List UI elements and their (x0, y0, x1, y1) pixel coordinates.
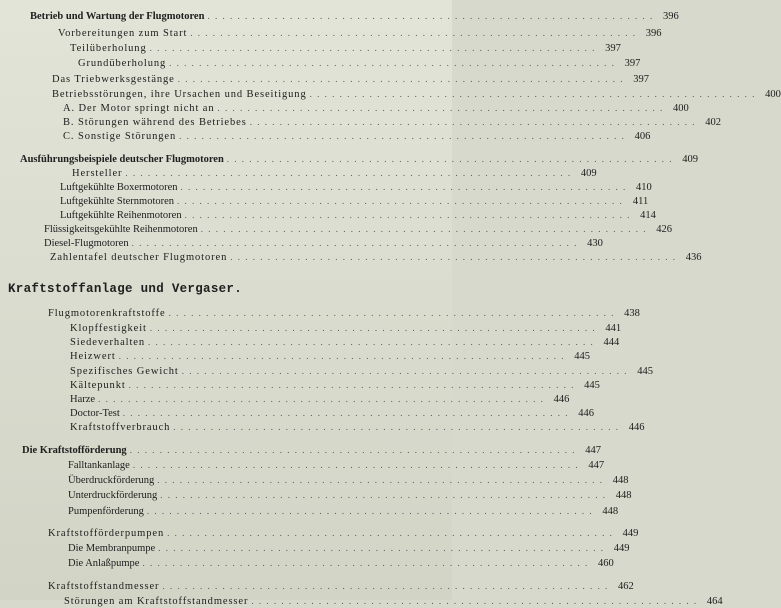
toc-entry (63, 116, 721, 129)
leader-dots: . . . . . . . . . . . . . . . . . . . . . . . . . . . . . . . . . . . . . . . . . . . . . . . . . . . . . . . . . . . . (249, 117, 696, 127)
toc-entry-page: 414 (640, 210, 656, 221)
toc-entry-label: Harze (70, 394, 96, 405)
toc-entry-page: 410 (636, 182, 652, 193)
leader-dots: . . . . . . . . . . . . . . . . . . . . . . . . . . . . . . . . . . . . . . . . . . . . . . . . . . . . . . . . . . . . (230, 252, 677, 262)
toc-entry (70, 42, 621, 55)
toc-entry-page: 447 (588, 460, 605, 471)
toc-entry-page: 402 (705, 117, 721, 128)
toc-entry (48, 580, 634, 593)
toc-entry-page: 446 (628, 422, 645, 433)
leader-dots: . . . . . . . . . . . . . . . . . . . . . . . . . . . . . . . . . . . . . . . . . . . . . . . . . . . . . . . . . . . . (309, 89, 756, 99)
toc-entry-page: 448 (612, 475, 629, 486)
toc-entry-label: Falltankanlage (68, 460, 130, 471)
leader-dots: . . . . . . . . . . . . . . . . . . . . . . . . . . . . . . . . . . . . . . . . . . . . . . . . . . . . . . . . . . . . (167, 528, 614, 538)
toc-entry-label: Das Triebwerksgestänge (52, 74, 175, 85)
toc-entry-page: 430 (587, 238, 603, 249)
leader-dots: . . . . . . . . . . . . . . . . . . . . . . . . . . . . . . . . . . . . . . . . . . . . . . . . . . . . . . . . . . . . (149, 43, 596, 53)
leader-dots: . . . . . . . . . . . . . . . . . . . . . . . . . . . . . . . . . . . . . . . . . . . . . . . . . . . . . . . . . . . . (169, 58, 616, 68)
toc-entry-page: 406 (634, 131, 651, 142)
toc-entry (68, 542, 630, 555)
toc-entry (70, 421, 645, 434)
toc-entry-page: 396 (662, 11, 679, 22)
leader-dots: . . . . . . . . . . . . . . . . . . . . . . . . . . . . . . . . . . . . . . . . . . . . . . . . . . . . . . . . . . . . (173, 422, 620, 432)
toc-entry (63, 102, 689, 115)
leader-dots: . . . . . . . . . . . . . . . . . . . . . . . . . . . . . . . . . . . . . . . . . . . . . . . . . . . . . . . . . . . . (148, 337, 595, 347)
toc-entry (22, 444, 601, 457)
toc-entry-label: Heizwert (70, 351, 116, 362)
toc-entry (60, 195, 649, 208)
toc-entry-page: 441 (605, 323, 622, 334)
toc-entry (70, 350, 590, 363)
toc-entry-label: Luftgekühlte Sternmotoren (60, 196, 175, 207)
toc-entry-page: 426 (656, 224, 672, 235)
toc-entry (70, 365, 653, 378)
toc-entry (72, 167, 597, 180)
toc-entry-page: 445 (574, 351, 590, 362)
toc-entry-page: 446 (553, 394, 570, 405)
toc-entry-label: Betriebsstörungen, ihre Ursachen und Beseitigung (52, 89, 307, 100)
leader-dots: . . . . . . . . . . . . . . . . . . . . . . . . . . . . . . . . . . . . . . . . . . . . . . . . . . . . . . . . . . . . (132, 460, 580, 470)
toc-entry-page: 397 (605, 43, 621, 54)
toc-entry-page: 400 (673, 103, 689, 114)
leader-dots: . . . . . . . . . . . . . . . . . . . . . . . . . . . . . . . . . . . . . . . . . . . . . . . . . . . . . . . . . . . . (160, 490, 607, 500)
toc-entry-page: 449 (613, 543, 630, 554)
leader-dots: . . . . . . . . . . . . . . . . . . . . . . . . . . . . . . . . . . . . . . . . . . . . . . . . . . . . . . . . . . . . (168, 308, 615, 318)
toc-entry (50, 251, 702, 264)
toc-entry-page: 409 (580, 168, 597, 179)
toc-entry-label: Kältepunkt (70, 380, 126, 391)
toc-entry-page: 445 (584, 380, 600, 391)
leader-dots: . . . . . . . . . . . . . . . . . . . . . . . . . . . . . . . . . . . . . . . . . . . . . . . . . . . . . . . . . . . . (207, 11, 654, 21)
toc-entry (60, 209, 656, 222)
toc-entry-label: Kraftstofförderpumpen (48, 528, 165, 539)
toc-entry-page: 438 (624, 308, 640, 319)
leader-dots: . . . . . . . . . . . . . . . . . . . . . . . . . . . . . . . . . . . . . . . . . . . . . . . . . . . . . . . . . . . . (200, 224, 647, 234)
toc-entry-page: 446 (578, 408, 595, 419)
toc-entry-page: 448 (615, 490, 632, 501)
toc-entry-label: Die Kraftstofförderung (22, 445, 127, 456)
leader-dots: . . . . . . . . . . . . . . . . . . . . . . . . . . . . . . . . . . . . . . . . . . . . . . . . . . . . . . . . . . . . (131, 238, 578, 248)
toc-entry-label: Grundüberholung (78, 58, 167, 69)
toc-entry-page: 396 (645, 28, 662, 39)
toc-entry (68, 505, 619, 518)
toc-entry (68, 489, 632, 502)
leader-dots: . . . . . . . . . . . . . . . . . . . . . . . . . . . . . . . . . . . . . . . . . . . . . . . . . . . . . . . . . . . . (142, 558, 589, 568)
leader-dots: . . . . . . . . . . . . . . . . . . . . . . . . . . . . . . . . . . . . . . . . . . . . . . . . . . . . . . . . . . . . (190, 28, 637, 38)
toc-entry (60, 181, 652, 194)
toc-entry-page: 397 (633, 74, 649, 85)
toc-entry-page: 447 (585, 445, 601, 456)
toc-entry-page: 448 (602, 506, 619, 517)
leader-dots: . . . . . . . . . . . . . . . . . . . . . . . . . . . . . . . . . . . . . . . . . . . . . . . . . . . . . . . . . . . . (226, 154, 674, 164)
toc-entry-label: Kraftstoffstandmesser (48, 581, 160, 592)
toc-entry-label: Hersteller (72, 168, 123, 179)
section-heading: Kraftstoffanlage und Vergaser. (8, 282, 243, 296)
leader-dots: . . . . . . . . . . . . . . . . . . . . . . . . . . . . . . . . . . . . . . . . . . . . . . . . . . . . . . . . . . . . (122, 408, 570, 418)
leader-dots: . . . . . . . . . . . . . . . . . . . . . . . . . . . . . . . . . . . . . . . . . . . . . . . . . . . . . . . . . . . . (217, 103, 664, 113)
leader-dots: . . . . . . . . . . . . . . . . . . . . . . . . . . . . . . . . . . . . . . . . . . . . . . . . . . . . . . . . . . . . (158, 543, 605, 553)
leader-dots: . . . . . . . . . . . . . . . . . . . . . . . . . . . . . . . . . . . . . . . . . . . . . . . . . . . . . . . . . . . . (177, 74, 624, 84)
toc-entry (68, 459, 605, 472)
leader-dots: . . . . . . . . . . . . . . . . . . . . . . . . . . . . . . . . . . . . . . . . . . . . . . . . . . . . . . . . . . . . (184, 210, 631, 220)
toc-entry (78, 57, 641, 70)
toc-entry (44, 237, 603, 250)
toc-entry-label: Doctor-Test (70, 408, 120, 419)
leader-dots: . . . . . . . . . . . . . . . . . . . . . . . . . . . . . . . . . . . . . . . . . . . . . . . . . . . . . . . . . . . . (177, 196, 624, 206)
toc-entry-page: 411 (632, 196, 649, 207)
toc-entry-label: Zahlentafel deutscher Flugmotoren (50, 252, 228, 263)
toc-entry-label: B. Störungen während des Betriebes (63, 117, 247, 128)
leader-dots: . . . . . . . . . . . . . . . . . . . . . . . . . . . . . . . . . . . . . . . . . . . . . . . . . . . . . . . . . . . . (162, 581, 609, 591)
leader-dots: . . . . . . . . . . . . . . . . . . . . . . . . . . . . . . . . . . . . . . . . . . . . . . . . . . . . . . . . . . . . (149, 323, 597, 333)
toc-entry-label: Flüssigkeitsgekühlte Reihenmotoren (44, 224, 198, 235)
toc-entry (70, 336, 620, 349)
toc-entry-page: 460 (597, 558, 614, 569)
toc-entry-page: 409 (682, 154, 699, 165)
leader-dots: . . . . . . . . . . . . . . . . . . . . . . . . . . . . . . . . . . . . . . . . . . . . . . . . . . . . . . . . . . . . (179, 131, 626, 141)
toc-entry-label: Luftgekühlte Boxermotoren (60, 182, 178, 193)
toc-entry (52, 73, 649, 86)
toc-entry (70, 407, 595, 420)
toc-entry (44, 223, 672, 236)
toc-entry-label: C. Sonstige Störungen (63, 131, 177, 142)
leader-dots: . . . . . . . . . . . . . . . . . . . . . . . . . . . . . . . . . . . . . . . . . . . . . . . . . . . . . . . . . . . . (251, 596, 698, 606)
leader-dots: . . . . . . . . . . . . . . . . . . . . . . . . . . . . . . . . . . . . . . . . . . . . . . . . . . . . . . . . . . . . (125, 168, 572, 178)
toc-entry-label: Die Anlaßpumpe (68, 558, 140, 569)
toc-entry-page: 445 (637, 366, 653, 377)
leader-dots: . . . . . . . . . . . . . . . . . . . . . . . . . . . . . . . . . . . . . . . . . . . . . . . . . . . . . . . . . . . . (129, 445, 576, 455)
leader-dots: . . . . . . . . . . . . . . . . . . . . . . . . . . . . . . . . . . . . . . . . . . . . . . . . . . . . . . . . . . . . (180, 182, 627, 192)
leader-dots: . . . . . . . . . . . . . . . . . . . . . . . . . . . . . . . . . . . . . . . . . . . . . . . . . . . . . . . . . . . . (181, 366, 628, 376)
toc-entry (48, 307, 640, 320)
toc-entry-page: 462 (617, 581, 634, 592)
toc-entry-label: Teilüberholung (70, 43, 147, 54)
toc-entry (30, 10, 679, 23)
toc-entry (52, 88, 781, 101)
toc-entry-page: 400 (765, 89, 781, 100)
toc-entry (58, 27, 662, 40)
toc-entry-label: Spezifisches Gewicht (70, 366, 179, 377)
toc-entry-page: 436 (685, 252, 702, 263)
leader-dots: . . . . . . . . . . . . . . . . . . . . . . . . . . . . . . . . . . . . . . . . . . . . . . . . . . . . . . . . . . . . (146, 506, 594, 516)
toc-entry (70, 393, 570, 406)
toc-entry-label: Siedeverhalten (70, 337, 145, 348)
toc-entry-label: Störungen am Kraftstoffstandmesser (64, 596, 249, 607)
toc-entry (48, 527, 639, 540)
toc-entry-page: 444 (603, 337, 620, 348)
toc-entry-label: Diesel-Flugmotoren (44, 238, 129, 249)
toc-entry-label: A. Der Motor springt nicht an (63, 103, 215, 114)
leader-dots: . . . . . . . . . . . . . . . . . . . . . . . . . . . . . . . . . . . . . . . . . . . . . . . . . . . . . . . . . . . . (98, 394, 545, 404)
toc-entry-label: Pumpenförderung (68, 506, 144, 517)
toc-entry-page: 449 (622, 528, 639, 539)
toc-entry-label: Überdruckförderung (68, 475, 155, 486)
toc-entry (20, 153, 699, 166)
toc-entry-label: Unterdruckförderung (68, 490, 158, 501)
toc-entry (64, 595, 723, 608)
toc-entry (68, 557, 614, 570)
toc-entry (63, 130, 651, 143)
toc-entry-label: Betrieb und Wartung der Flugmotoren (30, 11, 205, 22)
leader-dots: . . . . . . . . . . . . . . . . . . . . . . . . . . . . . . . . . . . . . . . . . . . . . . . . . . . . . . . . . . . . (128, 380, 575, 390)
leader-dots: . . . . . . . . . . . . . . . . . . . . . . . . . . . . . . . . . . . . . . . . . . . . . . . . . . . . . . . . . . . . (157, 475, 604, 485)
toc-entry-label: Klopffestigkeit (70, 323, 147, 334)
toc-entry (70, 322, 622, 335)
toc-entry (70, 379, 600, 392)
toc-entry-page: 464 (706, 596, 723, 607)
toc-entry-page: 397 (624, 58, 641, 69)
toc-entry-label: Flugmotorenkraftstoffe (48, 308, 166, 319)
toc-entry-label: Luftgekühlte Reihenmotoren (60, 210, 182, 221)
toc-entry-label: Die Membranpumpe (68, 543, 156, 554)
toc-entry-label: Vorbereitungen zum Start (58, 28, 188, 39)
toc-entry (68, 474, 629, 487)
toc-entry-label: Kraftstoffverbrauch (70, 422, 171, 433)
leader-dots: . . . . . . . . . . . . . . . . . . . . . . . . . . . . . . . . . . . . . . . . . . . . . . . . . . . . . . . . . . . . (118, 351, 565, 361)
toc-entry-label: Ausführungsbeispiele deutscher Flugmotoren (20, 154, 224, 165)
